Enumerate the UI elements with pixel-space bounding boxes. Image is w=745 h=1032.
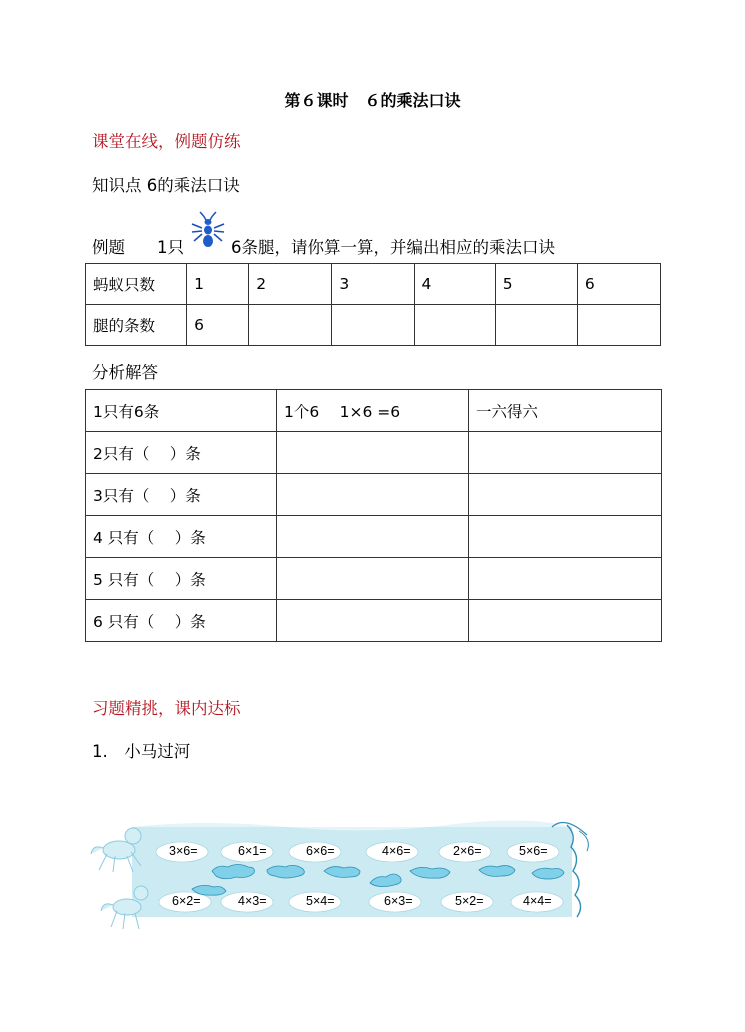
table-cell: 6 xyxy=(577,264,660,305)
river-background xyxy=(87,805,617,935)
row-header-legs: 腿的条数 xyxy=(86,305,187,346)
table-cell: 1个6 1×6 =6 xyxy=(277,390,469,432)
equation-label: 6×3= xyxy=(384,894,413,908)
table-cell: 2 xyxy=(249,264,332,305)
table-row xyxy=(86,516,662,558)
table-row xyxy=(86,305,661,346)
answer-cell[interactable] xyxy=(277,432,469,474)
equation-label: 6×6= xyxy=(306,844,335,858)
answer-cell[interactable] xyxy=(249,305,332,346)
answer-cell[interactable] xyxy=(469,516,662,558)
answer-cell[interactable] xyxy=(469,558,662,600)
example-text-after: 6条腿，请你算一算，并编出相应的乘法口诀 xyxy=(231,238,555,257)
example-text-before: 1只 xyxy=(157,238,184,257)
answer-cell[interactable] xyxy=(277,516,469,558)
river-crossing-illustration xyxy=(87,805,617,935)
ant-legs-table xyxy=(85,263,661,346)
ant-icon xyxy=(188,208,228,248)
table-cell: 5 只有（ ）条 xyxy=(86,558,277,600)
equation-label: 5×6= xyxy=(519,844,548,858)
table-cell: 3 xyxy=(332,264,414,305)
example-label: 例题 xyxy=(92,238,125,257)
answer-cell[interactable] xyxy=(577,305,660,346)
equation-label: 5×2= xyxy=(455,894,484,908)
equation-label: 6×1= xyxy=(238,844,267,858)
equation-label: 3×6= xyxy=(169,844,198,858)
table-cell: 1只有6条 xyxy=(86,390,277,432)
knowledge-point: 知识点 6的乘法口诀 xyxy=(92,176,240,195)
answer-cell[interactable] xyxy=(469,600,662,642)
pony-icon xyxy=(87,820,147,880)
table-row xyxy=(86,432,662,474)
table-cell: 4 只有（ ）条 xyxy=(86,516,277,558)
equation-label: 4×3= xyxy=(238,894,267,908)
table-cell: 6 xyxy=(187,305,249,346)
answer-cell[interactable] xyxy=(332,305,414,346)
answer-cell[interactable] xyxy=(469,432,662,474)
answer-cell[interactable] xyxy=(277,558,469,600)
pony-icon xyxy=(97,877,157,937)
row-header-ants: 蚂蚁只数 xyxy=(86,264,187,305)
section-heading-exercises: 习题精挑，课内达标 xyxy=(92,699,241,718)
answer-cell[interactable] xyxy=(277,600,469,642)
table-row xyxy=(86,474,662,516)
answer-cell[interactable] xyxy=(277,474,469,516)
section-heading-practice: 课堂在线，例题仿练 xyxy=(92,132,241,151)
page-title: 第６课时 ６的乘法口诀 xyxy=(284,91,461,110)
table-row xyxy=(86,264,661,305)
answer-cell[interactable] xyxy=(414,305,495,346)
table-row xyxy=(86,558,662,600)
analysis-heading: 分析解答 xyxy=(92,363,158,382)
question-1-title: 1. 小马过河 xyxy=(92,742,191,761)
equation-label: 4×6= xyxy=(382,844,411,858)
table-cell: 5 xyxy=(495,264,577,305)
answer-cell[interactable] xyxy=(495,305,577,346)
table-row xyxy=(86,390,662,432)
table-row xyxy=(86,600,662,642)
table-cell: 一六得六 xyxy=(469,390,662,432)
equation-label: 2×6= xyxy=(453,844,482,858)
table-cell: 3只有（ ）条 xyxy=(86,474,277,516)
table-cell: 1 xyxy=(187,264,249,305)
equation-label: 6×2= xyxy=(172,894,201,908)
answer-cell[interactable] xyxy=(469,474,662,516)
equation-label: 4×4= xyxy=(523,894,552,908)
table-cell: 6 只有（ ）条 xyxy=(86,600,277,642)
table-cell: 2只有（ ）条 xyxy=(86,432,277,474)
analysis-table xyxy=(85,389,662,642)
table-cell: 4 xyxy=(414,264,495,305)
equation-label: 5×4= xyxy=(306,894,335,908)
